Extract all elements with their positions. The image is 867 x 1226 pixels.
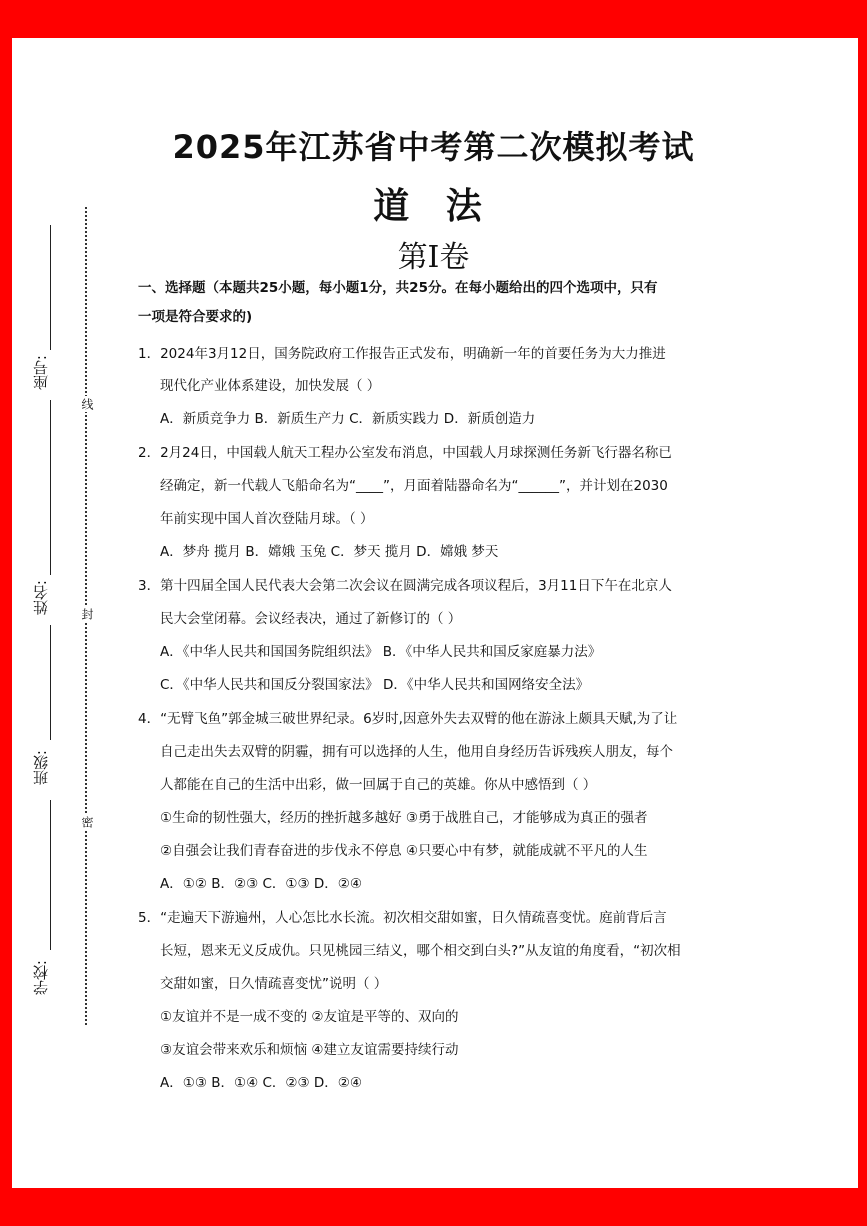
school-line bbox=[50, 800, 51, 950]
q5-line-1: 5．“走遍天下游遍州，人心怎比水长流。初次相交甜如蜜，日久情疏喜变忧。庭前背后言 bbox=[138, 910, 667, 926]
seal-char-seal: 封 bbox=[80, 608, 94, 620]
q5-statements-2: ③友谊会带来欢乐和烦恼 ④建立友谊需要持续行动 bbox=[160, 1042, 459, 1058]
q5-line-3: 交甜如蜜，日久情疏喜变忧”说明（ ） bbox=[160, 976, 388, 992]
q4-line-3: 人都能在自己的生活中出彩，做一回属于自己的英雄。你从中感悟到（ ） bbox=[160, 777, 597, 793]
exam-subject: 道 法 bbox=[373, 186, 494, 227]
q1-line-1: 1．2024年3月12日，国务院政府工作报告正式发布，明确新一年的首要任务为大力推进 bbox=[138, 346, 666, 362]
q2-options: A．梦舟 揽月 B．嫦娥 玉兔 C．梦天 揽月 D．嫦娥 梦天 bbox=[160, 544, 499, 560]
section-heading-line-1: 一、选择题（本题共25小题，每小题1分，共25分。在每小题给出的四个选项中，只有 bbox=[138, 280, 658, 296]
name-label: 姓名: bbox=[32, 580, 50, 616]
q4-options: A．①② B．②③ C．①③ D．②④ bbox=[160, 876, 363, 892]
class-label: 班级: bbox=[32, 750, 50, 786]
q2-line-2: 经确定，新一代载人飞船命名为“____”，月面着陆器命名为“______”，并计划在2030 bbox=[160, 478, 668, 494]
name-line bbox=[50, 400, 51, 575]
school-label: 学校: bbox=[32, 960, 50, 996]
q3-line-1: 3．第十四届全国人民代表大会第二次会议在圆满完成各项议程后，3月11日下午在北京人 bbox=[138, 578, 672, 594]
q3-line-2: 民大会堂闭幕。会议经表决，通过了新修订的（ ） bbox=[160, 611, 462, 627]
class-line bbox=[50, 625, 51, 740]
red-frame-bottom bbox=[0, 1188, 867, 1226]
exam-volume: 第Ⅰ卷 bbox=[397, 240, 470, 275]
q2-line-3: 年前实现中国人首次登陆月球。（ ） bbox=[160, 511, 374, 527]
exam-title: 2025年江苏省中考第二次模拟考试 bbox=[172, 128, 695, 166]
seat-number-label: 座号: bbox=[32, 355, 50, 391]
seat-number-line bbox=[50, 225, 51, 350]
q4-line-2: 自己走出失去双臂的阴霾，拥有可以选择的人生，他用自身经历告诉残疾人朋友，每个 bbox=[160, 744, 673, 760]
red-frame-top bbox=[0, 0, 867, 38]
q3-options-2: C．《中华人民共和国反分裂国家法》 D．《中华人民共和国网络安全法》 bbox=[160, 677, 590, 693]
seal-char-line: 线 bbox=[80, 398, 94, 410]
q2-line-1: 2．2月24日，中国载人航天工程办公室发布消息，中国载人月球探测任务新飞行器名称已 bbox=[138, 445, 672, 461]
q1-options: A．新质竞争力 B．新质生产力 C．新质实践力 D．新质创造力 bbox=[160, 411, 536, 427]
q4-statements-1: ①生命的韧性强大，经历的挫折越多越好 ③勇于战胜自己，才能够成为真正的强者 bbox=[160, 810, 648, 826]
q4-statements-2: ②自强会让我们青春奋进的步伐永不停息 ④只要心中有梦，就能成就不平凡的人生 bbox=[160, 843, 648, 859]
section-heading-line-2: 一项是符合要求的) bbox=[138, 309, 253, 325]
q5-statements-1: ①友谊并不是一成不变的 ②友谊是平等的、双向的 bbox=[160, 1009, 459, 1025]
q4-line-1: 4．“无臂飞鱼”郭金城三破世界纪录。6岁时,因意外失去双臂的他在游泳上颇具天赋,为了让 bbox=[138, 711, 678, 727]
q1-line-2: 现代化产业体系建设，加快发展（ ） bbox=[160, 378, 381, 394]
q3-options-1: A．《中华人民共和国国务院组织法》 B．《中华人民共和国反家庭暴力法》 bbox=[160, 644, 602, 660]
q5-options: A．①③ B．①④ C．②③ D．②④ bbox=[160, 1075, 363, 1091]
seal-char-secret: 密 bbox=[80, 816, 94, 828]
q5-line-2: 长短，恩来无义反成仇。只见桃园三结义，哪个相交到白头?”从友谊的角度看，“初次相 bbox=[160, 943, 681, 959]
